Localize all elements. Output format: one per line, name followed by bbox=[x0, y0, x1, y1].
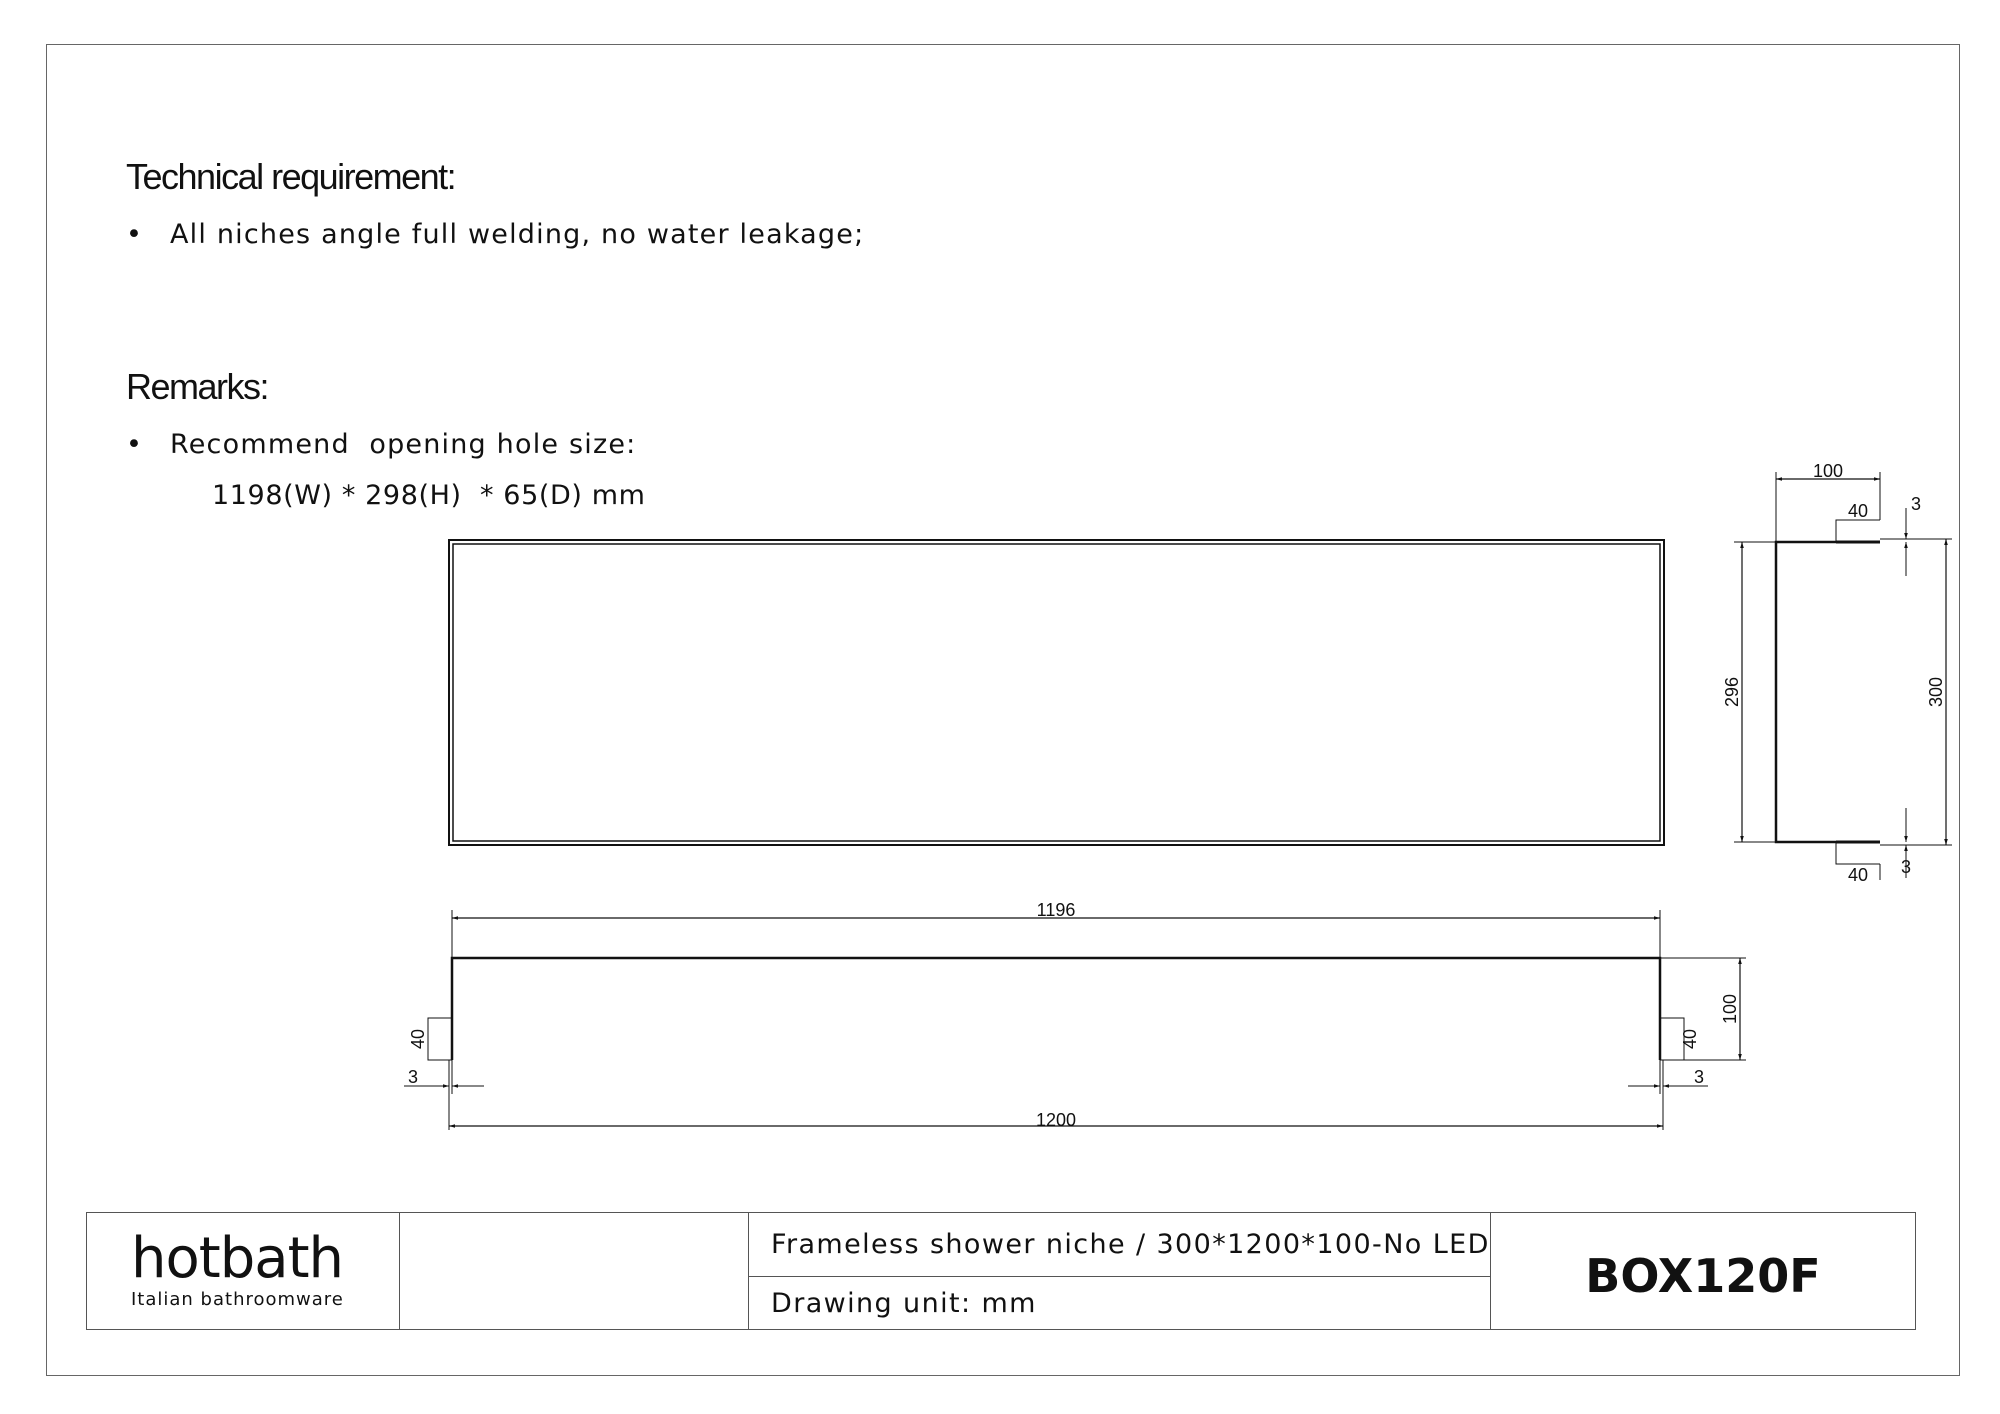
niche-outer-outline bbox=[449, 540, 1664, 845]
model-number: BOX120F bbox=[1585, 1249, 1821, 1303]
dim-3-right-label: 3 bbox=[1693, 1067, 1705, 1087]
technical-requirement-text: All niches angle full welding, no water leakage; bbox=[170, 219, 865, 250]
front-elevation bbox=[449, 540, 1664, 845]
side-dim-296-label: 296 bbox=[1722, 676, 1742, 708]
brand-name: hotbath bbox=[131, 1226, 344, 1291]
title-block-empty-cell bbox=[400, 1213, 749, 1329]
dim-40-right-label: 40 bbox=[1680, 1028, 1700, 1050]
dim-100-label: 100 bbox=[1720, 993, 1740, 1025]
remarks-text: Recommend opening hole size: bbox=[170, 429, 637, 460]
brand-tagline: Italian bathroomware bbox=[131, 1289, 344, 1310]
dim-1200-label: 1200 bbox=[1035, 1110, 1077, 1130]
niche-side-outline bbox=[1776, 542, 1880, 842]
side-dim-3-top-label: 3 bbox=[1910, 494, 1922, 514]
dim-3-left-label: 3 bbox=[407, 1067, 419, 1087]
niche-inner-outline bbox=[453, 544, 1660, 841]
remarks-heading: Remarks: bbox=[126, 366, 269, 407]
side-dim-100-label: 100 bbox=[1812, 461, 1844, 481]
title-block bbox=[86, 1212, 1916, 1330]
side-dim-40-top-label: 40 bbox=[1847, 501, 1869, 521]
left-flange-dimension-box bbox=[428, 1018, 452, 1060]
technical-requirement-heading: Technical requirement: bbox=[126, 156, 456, 197]
top-flange-dimension-box bbox=[1836, 520, 1880, 542]
title-block-model-cell bbox=[1491, 1213, 1915, 1329]
side-dim-40-bottom-label: 40 bbox=[1847, 865, 1869, 885]
drawing-unit: Drawing unit: mm bbox=[771, 1288, 1037, 1319]
niche-plan-outline bbox=[452, 958, 1660, 1060]
side-dim-300-label: 300 bbox=[1926, 676, 1946, 708]
bullet-icon: • bbox=[126, 429, 144, 460]
opening-size-text: 1198(W) * 298(H) * 65(D) mm bbox=[212, 480, 646, 511]
bottom-flange-dimension-box bbox=[1836, 842, 1880, 864]
side-section bbox=[1734, 472, 1952, 880]
brand-logo bbox=[131, 1226, 344, 1310]
title-block-logo-cell bbox=[87, 1213, 400, 1329]
title-block-description-cell bbox=[749, 1213, 1491, 1329]
drawing-description: Frameless shower niche / 300*1200*100-No LED bbox=[749, 1213, 1490, 1277]
bullet-icon: • bbox=[126, 219, 144, 250]
plan-view bbox=[404, 910, 1746, 1130]
side-dim-3-bottom-label: 3 bbox=[1900, 857, 1912, 877]
dim-1196-label: 1196 bbox=[1036, 900, 1076, 920]
dim-40-left-label: 40 bbox=[408, 1028, 428, 1050]
